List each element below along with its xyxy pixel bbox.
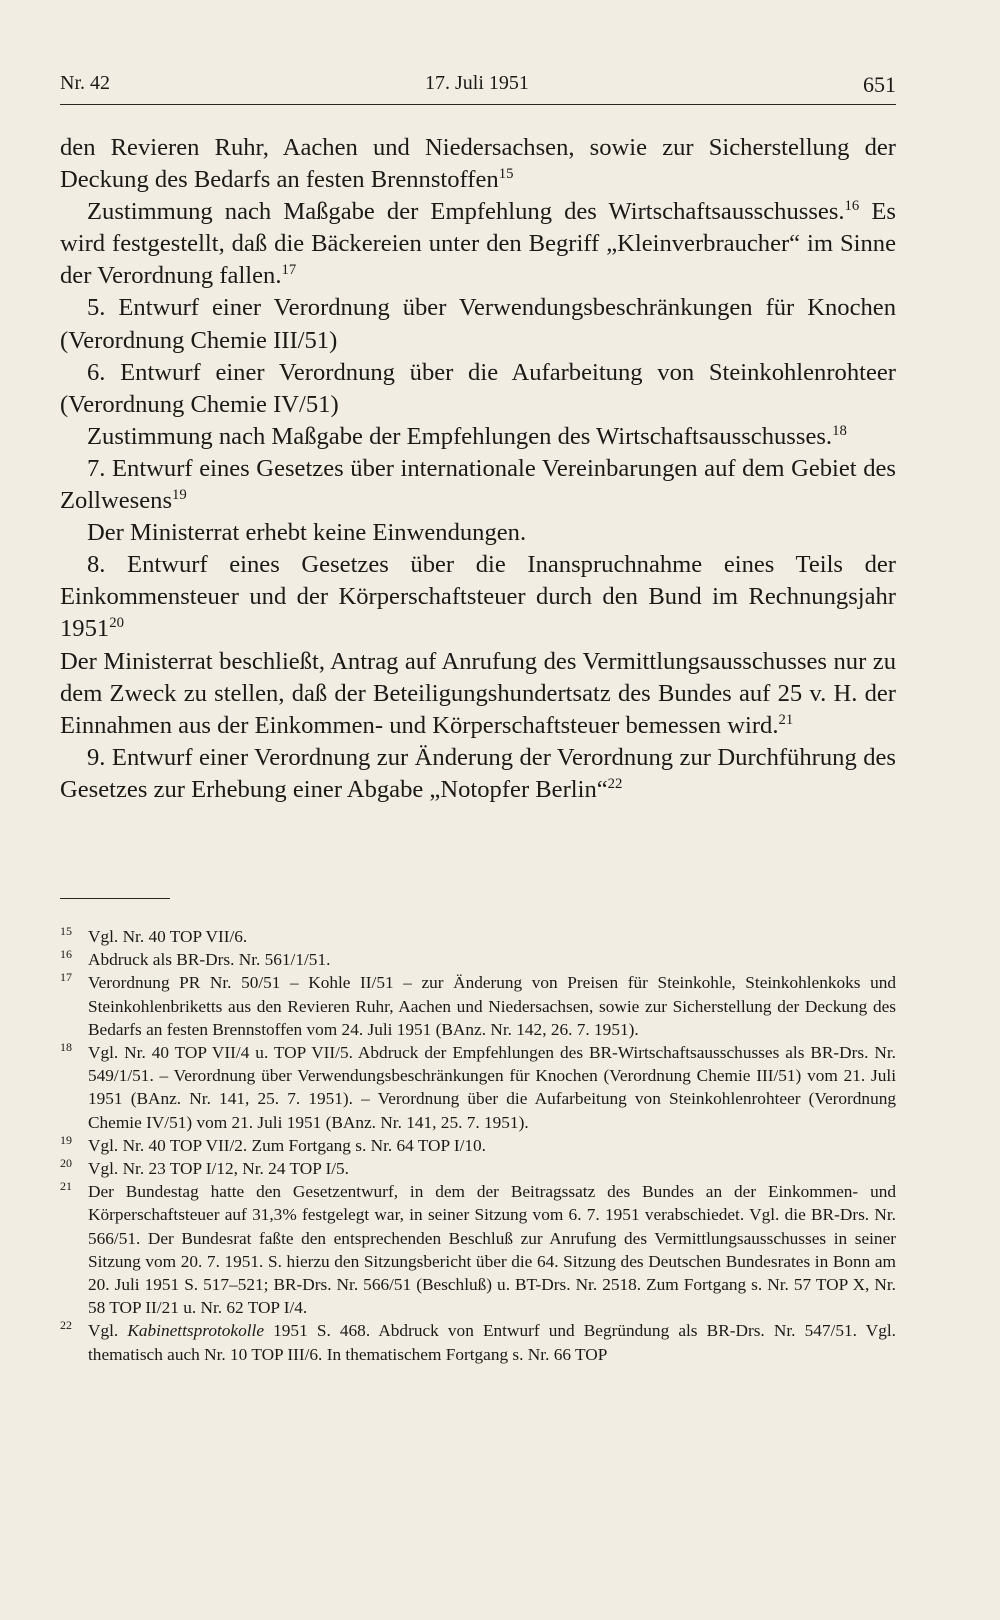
document-number: Nr. 42 xyxy=(60,72,110,94)
footnote: 22 Vgl. Kabinettsprotokolle 1951 S. 468. Abdruck von Entwurf und Begründung als BR-Drs. Nr. 547/51. Vgl. thematisch auch Nr. 10 TOP III/6. In thematischem Fortgang s. Nr. 66 TOP xyxy=(60,1318,896,1364)
footnote: 18 Vgl. Nr. 40 TOP VII/4 u. TOP VII/5. Abdruck der Empfehlungen des BR-Wirtschaftsausschusses als BR-Drs. Nr. 549/1/51. – Verordnung über Verwendungsbeschränkungen für Knochen (Verordnung Chemie III/51) vom 21. Juli 1951 (BAnz. Nr. 141, 25. 7. 1951). – Verordnung über die Aufarbeitung von Steinkohlenrohteer (Verordnung Chemie IV/51) vom 21. Juli 1951 (BAnz. Nr. 141, 25. 7. 1951). xyxy=(60,1040,896,1132)
footnote-divider xyxy=(60,898,170,899)
paragraph: Zustimmung nach Maßgabe der Empfehlungen des Wirtschaftsausschusses.$^{18}$ xyxy=(87,422,847,450)
footnote: 19 Vgl. Nr. 40 TOP VII/2. Zum Fortgang s. Nr. 64 TOP I/10. xyxy=(60,1132,486,1155)
footnote: 21 Der Bundestag hatte den Gesetzentwurf, in dem der Beitragssatz des Bundes an der Einkommen- und Körperschaftsteuer auf 31,3% festgelegt war, in seiner Sitzung vom 6. 7. 1951 verabschiedet. Vgl. die BR-Drs. Nr. 566/51. Der Bundesrat faßte den entsprechenden Beschluß zur Anrufung des Vermittlungsausschusses in seiner Sitzung vom 20. 7. 1951. S. hierzu den Sitzungsbericht über die 64. Sitzung des Deutschen Bundesrates in Bonn am 20. Juli 1951 S. 517–521; BR-Drs. Nr. 566/51 (Beschluß) u. BT-Drs. Nr. 2518. Zum Fortgang s. Nr. 57 TOP X, Nr. 58 TOP II/21 u. Nr. 62 TOP I/4. xyxy=(60,1179,896,1318)
italic-title: Kabinettsprotokolle xyxy=(127,1321,265,1341)
paragraph: Der Ministerrat erhebt keine Einwendungen. xyxy=(87,519,527,547)
header-date: 17. Juli 1951 xyxy=(425,72,529,94)
main-text xyxy=(60,132,896,806)
footnote: 15 Vgl. Nr. 40 TOP VII/6. xyxy=(60,924,248,946)
paragraph: Zustimmung nach Maßgabe der Empfehlung des Wirtschaftsausschusses.$^{16}$ Es wird festgestellt, daß die Bäckereien unter den Begriff „Kleinverbraucher“ im Sinne der Verordnung fallen.$^{17}$ xyxy=(60,198,896,290)
paragraph: den Revieren Ruhr, Aachen und Niedersachsen, sowie zur Sicherstellung der Deckung des Bedarfs an festen Brennstoffen$^{15}$ xyxy=(60,134,896,194)
agenda-item: 6. Entwurf einer Verordnung über die Aufarbeitung von Steinkohlenrohteer (Verordnung Chemie IV/51) xyxy=(60,358,896,418)
running-header xyxy=(60,70,896,105)
footnote: 16 Abdruck als BR-Drs. Nr. 561/1/51. xyxy=(60,947,331,970)
paragraph: Der Ministerrat beschließt, Antrag auf Anrufung des Vermittlungsausschusses nur zu dem Zweck zu stellen, daß der Beteiligungshundertsatz des Bundes auf 25 v. H. der Einnahmen aus der Einkommen- und Körperschaftsteuer bemessen wird.$^{21}$ xyxy=(60,647,896,739)
agenda-item: 9. Entwurf einer Verordnung zur Änderung der Verordnung zur Durchführung des Gesetzes zur Erhebung einer Abgabe „Notopfer Berlin“$^{22}$ xyxy=(60,743,896,803)
footnotes xyxy=(60,925,896,1366)
agenda-item: 5. Entwurf einer Verordnung über Verwendungsbeschränkungen für Knochen (Verordnung Chemie III/51) xyxy=(60,294,896,354)
footnote: 20 Vgl. Nr. 23 TOP I/12, Nr. 24 TOP I/5. xyxy=(60,1156,350,1179)
agenda-item: 8. Entwurf eines Gesetzes über die Inanspruchnahme eines Teils der Einkommensteuer und der Körperschaftsteuer durch den Bund im Rechnungsjahr 1951$^{20}$ xyxy=(60,551,896,643)
page-number: 651 xyxy=(863,72,896,97)
agenda-item: 7. Entwurf eines Gesetzes über internationale Vereinbarungen auf dem Gebiet des Zollwesens$^{19}$ xyxy=(60,454,896,515)
footnote: 17 Verordnung PR Nr. 50/51 – Kohle II/51 – zur Änderung von Preisen für Steinkohle, Steinkohlenkoks und Steinkohlenbriketts aus den Revieren Ruhr, Aachen und Niedersachsen, sowie zur Sicherstellung der Deckung des Bedarfs an festen Brennstoffen vom 24. Juli 1951 (BAnz. Nr. 142, 26. 7. 1951). xyxy=(60,970,896,1039)
